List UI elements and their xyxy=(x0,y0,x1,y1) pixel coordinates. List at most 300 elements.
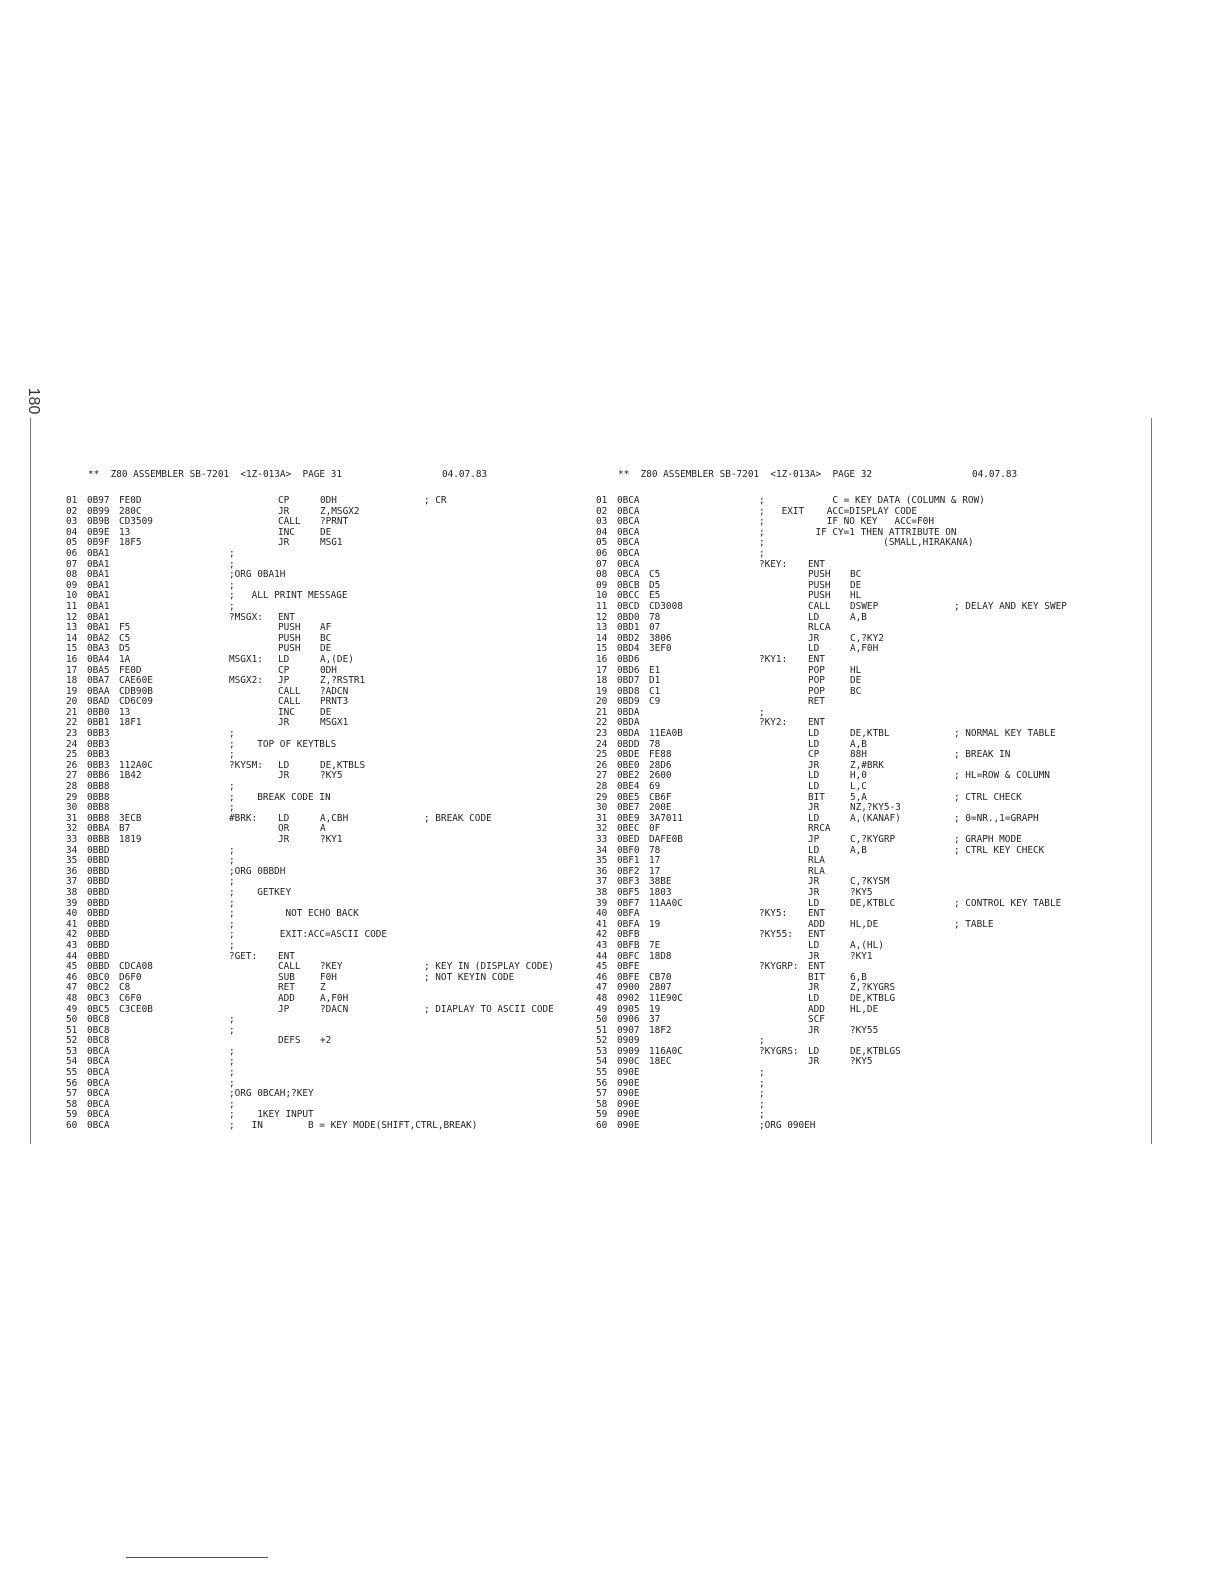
listing-line xyxy=(596,613,1116,624)
line-number: 29 xyxy=(596,791,608,803)
object-code: 116A0C xyxy=(649,1045,683,1057)
object-code: C5 xyxy=(119,632,131,644)
line-number: 36 xyxy=(596,865,608,877)
line-number: 10 xyxy=(66,590,78,602)
listing-lines xyxy=(66,496,586,1132)
operand: 5,A xyxy=(850,791,867,803)
line-number: 15 xyxy=(596,643,608,655)
line-number: 18 xyxy=(66,675,78,687)
object-code: DAFE0B xyxy=(649,834,683,845)
address: 0BA7 xyxy=(87,675,110,687)
line-number: 16 xyxy=(596,653,608,665)
line-number: 50 xyxy=(66,1014,78,1026)
operand: MSG1 xyxy=(320,537,343,549)
operand: BC xyxy=(320,632,332,644)
comment-line: ; xyxy=(229,1067,235,1079)
address: 0BCA xyxy=(87,1088,110,1100)
line-number: 19 xyxy=(66,685,78,697)
line-number: 38 xyxy=(596,886,608,898)
address: 0BA5 xyxy=(87,664,110,676)
address: 0900 xyxy=(617,982,640,994)
line-number: 26 xyxy=(596,759,608,771)
line-number: 54 xyxy=(66,1056,78,1068)
comment-line: ; xyxy=(229,802,235,814)
operand: HL,DE xyxy=(850,1003,879,1015)
mnemonic: CP xyxy=(808,749,820,761)
mnemonic: CALL xyxy=(278,685,301,697)
operand: ?KY55 xyxy=(850,1024,879,1036)
line-number: 15 xyxy=(66,643,78,655)
line-number: 48 xyxy=(66,992,78,1004)
listing-line xyxy=(66,1079,586,1090)
operand: DE xyxy=(320,643,332,655)
listing-line xyxy=(596,602,1116,613)
address: 0BDE xyxy=(617,749,640,761)
object-code: 28D6 xyxy=(649,759,672,771)
address: 0BBD xyxy=(87,886,110,898)
address: 090E xyxy=(617,1077,640,1089)
line-number: 06 xyxy=(596,547,608,559)
address: 0BCA xyxy=(87,1077,110,1089)
operand: DE xyxy=(850,579,862,591)
line-number: 14 xyxy=(66,632,78,644)
line-number: 56 xyxy=(66,1077,78,1089)
address: 0BAD xyxy=(87,696,110,708)
line-number: 60 xyxy=(596,1120,608,1132)
object-code: 11EA0B xyxy=(649,728,683,740)
object-code: 1A xyxy=(119,653,131,665)
mnemonic: ADD xyxy=(808,918,825,930)
listing-line xyxy=(66,909,586,920)
object-code: CB6F xyxy=(649,791,672,803)
line-number: 37 xyxy=(596,876,608,888)
address: 0BCA xyxy=(617,505,640,517)
address: 0BCA xyxy=(617,495,640,506)
address: 0BD6 xyxy=(617,664,640,676)
mnemonic: POP xyxy=(808,675,825,687)
object-code: 0F xyxy=(649,823,661,835)
line-number: 52 xyxy=(596,1035,608,1047)
line-number: 45 xyxy=(66,961,78,973)
listing-line xyxy=(596,1121,1116,1132)
operand: NZ,?KY5-3 xyxy=(850,802,901,814)
comment: ; CTRL CHECK xyxy=(954,791,1022,803)
mnemonic: LD xyxy=(808,728,820,740)
address: 0BD6 xyxy=(617,653,640,665)
object-code: 2600 xyxy=(649,770,672,782)
operand: DE xyxy=(320,706,332,718)
operand: ?KY5 xyxy=(320,770,343,782)
object-code: CDCA08 xyxy=(119,961,153,973)
comment: ; DIAPLAY TO ASCII CODE xyxy=(424,1003,554,1015)
line-number: 30 xyxy=(596,802,608,814)
line-number: 32 xyxy=(596,823,608,835)
line-number: 36 xyxy=(66,865,78,877)
object-code: 18EC xyxy=(649,1056,672,1068)
address: 0B9E xyxy=(87,526,110,538)
address: 0BA1 xyxy=(87,622,110,634)
listing-line xyxy=(66,867,586,878)
mnemonic: LD xyxy=(808,939,820,951)
line-number: 55 xyxy=(66,1067,78,1079)
listing-line xyxy=(66,560,586,571)
mnemonic: JR xyxy=(278,717,290,729)
comment-line: ; xyxy=(759,1035,765,1047)
address: 0BDD xyxy=(617,738,640,750)
mnemonic: LD xyxy=(808,611,820,623)
comment-line: ; xyxy=(229,844,235,856)
mnemonic: JR xyxy=(278,537,290,549)
listing-line xyxy=(596,1079,1116,1090)
address: 0BDA xyxy=(617,706,640,718)
address: 0BB6 xyxy=(87,770,110,782)
comment: ; DELAY AND KEY SWEP xyxy=(954,600,1067,612)
address: 0BCA xyxy=(87,1109,110,1121)
listing-line xyxy=(66,1057,586,1068)
mnemonic: JR xyxy=(808,632,820,644)
address: 0B97 xyxy=(87,495,110,506)
operand: DE,KTBLC xyxy=(850,897,896,909)
address: 0BB8 xyxy=(87,781,110,793)
mnemonic: CALL xyxy=(278,961,301,973)
operand: F0H xyxy=(320,971,337,983)
operand: ?KY5 xyxy=(850,886,873,898)
line-number: 23 xyxy=(66,728,78,740)
line-number: 21 xyxy=(596,706,608,718)
object-code: 69 xyxy=(649,781,661,793)
object-code: 1819 xyxy=(119,834,142,845)
object-code: 78 xyxy=(649,738,661,750)
line-number: 33 xyxy=(66,834,78,845)
line-number: 08 xyxy=(66,569,78,581)
line-number: 51 xyxy=(66,1024,78,1036)
listing-header xyxy=(596,470,1116,484)
comment: ; BREAK IN xyxy=(954,749,1011,761)
page-number: 180 xyxy=(25,387,42,415)
line-number: 16 xyxy=(66,653,78,665)
object-code: D6F0 xyxy=(119,971,142,983)
mnemonic: LD xyxy=(808,812,820,824)
listing-line xyxy=(596,1110,1116,1121)
line-number: 41 xyxy=(66,918,78,930)
mnemonic: LD xyxy=(808,781,820,793)
line-number: 56 xyxy=(596,1077,608,1089)
address: 0BD4 xyxy=(617,643,640,655)
address: 0BE7 xyxy=(617,802,640,814)
comment-line: ; xyxy=(759,547,765,559)
listing-line xyxy=(66,1068,586,1079)
line-number: 26 xyxy=(66,759,78,771)
mnemonic: ENT xyxy=(808,929,825,941)
listing-line xyxy=(66,602,586,613)
mnemonic: POP xyxy=(808,664,825,676)
address: 0BCA xyxy=(617,516,640,528)
line-number: 09 xyxy=(66,579,78,591)
object-code: 200E xyxy=(649,802,672,814)
comment: ; KEY IN (DISPLAY CODE) xyxy=(424,961,554,973)
object-code: CB70 xyxy=(649,971,672,983)
address: 0BF1 xyxy=(617,855,640,867)
object-code: C5 xyxy=(649,569,661,581)
mnemonic: PUSH xyxy=(278,622,301,634)
address: 0BA1 xyxy=(87,590,110,602)
label: MSGX2: xyxy=(229,675,263,687)
operand: A,(HL) xyxy=(850,939,884,951)
comment-line: ; IF CY=1 THEN ATTRIBUTE ON xyxy=(759,526,957,538)
address: 090E xyxy=(617,1109,640,1121)
mnemonic: JR xyxy=(278,834,290,845)
comment-line: ; BREAK CODE IN xyxy=(229,791,331,803)
label: ?KYSM: xyxy=(229,759,263,771)
object-code: 78 xyxy=(649,611,661,623)
mnemonic: SCF xyxy=(808,1014,825,1026)
line-number: 30 xyxy=(66,802,78,814)
operand: BC xyxy=(850,685,862,697)
mnemonic: ADD xyxy=(278,992,295,1004)
line-number: 11 xyxy=(596,600,608,612)
comment-line: ; xyxy=(759,1077,765,1089)
address: 0BAA xyxy=(87,685,110,697)
address: 0BFA xyxy=(617,908,640,920)
operand: ?ADCN xyxy=(320,685,349,697)
address: 0B99 xyxy=(87,505,110,517)
operand: Z,?KYGRS xyxy=(850,982,896,994)
object-code: 17 xyxy=(649,855,661,867)
listing-line xyxy=(66,655,586,666)
line-number: 20 xyxy=(66,696,78,708)
object-code: E1 xyxy=(649,664,661,676)
address: 0907 xyxy=(617,1024,640,1036)
operand: H,0 xyxy=(850,770,867,782)
operand: A,B xyxy=(850,611,867,623)
listing-line xyxy=(66,877,586,888)
address: 0BDA xyxy=(617,728,640,740)
address: 0909 xyxy=(617,1035,640,1047)
address: 0BA1 xyxy=(87,600,110,612)
listing-line xyxy=(66,1121,586,1132)
mnemonic: PUSH xyxy=(808,579,831,591)
listing-lines xyxy=(596,496,1116,1132)
address: 0BBD xyxy=(87,865,110,877)
object-code: FE0D xyxy=(119,664,142,676)
mnemonic: CALL xyxy=(278,516,301,528)
address: 0BE5 xyxy=(617,791,640,803)
object-code: B7 xyxy=(119,823,131,835)
line-number: 45 xyxy=(596,961,608,973)
object-code: 38BE xyxy=(649,876,672,888)
comment-line: ; xyxy=(759,1098,765,1110)
mnemonic: ENT xyxy=(808,717,825,729)
address: 0BCA xyxy=(87,1120,110,1132)
line-number: 57 xyxy=(66,1088,78,1100)
comment-line: ;ORG 0BA1H xyxy=(229,569,286,581)
line-number: 31 xyxy=(66,812,78,824)
listing-line xyxy=(596,644,1116,655)
listing-line xyxy=(596,1057,1116,1068)
address: 0BB3 xyxy=(87,738,110,750)
operand: L,C xyxy=(850,781,867,793)
mnemonic: ENT xyxy=(808,961,825,973)
listing-line xyxy=(596,655,1116,666)
object-code: C9 xyxy=(649,696,661,708)
label: #BRK: xyxy=(229,812,258,824)
mnemonic: JR xyxy=(808,950,820,962)
line-number: 19 xyxy=(596,685,608,697)
line-number: 14 xyxy=(596,632,608,644)
listing-line xyxy=(596,1068,1116,1079)
line-number: 02 xyxy=(66,505,78,517)
object-code: F5 xyxy=(119,622,131,634)
mnemonic: JR xyxy=(278,505,290,517)
mnemonic: JP xyxy=(278,675,290,687)
address: 0BC8 xyxy=(87,1024,110,1036)
line-number: 42 xyxy=(596,929,608,941)
line-number: 35 xyxy=(66,855,78,867)
operand: HL xyxy=(850,590,862,602)
label: ?KYGRS: xyxy=(759,1045,799,1057)
mnemonic: OR xyxy=(278,823,290,835)
line-number: 25 xyxy=(66,749,78,761)
mnemonic: LD xyxy=(808,643,820,655)
line-number: 60 xyxy=(66,1120,78,1132)
address: 0BC2 xyxy=(87,982,110,994)
line-number: 10 xyxy=(596,590,608,602)
line-number: 28 xyxy=(66,781,78,793)
operand: AF xyxy=(320,622,332,634)
comment-line: ; xyxy=(759,1067,765,1079)
operand: MSGX1 xyxy=(320,717,349,729)
comment: ; CONTROL KEY TABLE xyxy=(954,897,1062,909)
listing-line xyxy=(66,1015,586,1026)
address: 0BCA xyxy=(617,558,640,570)
line-number: 43 xyxy=(596,939,608,951)
operand: A,B xyxy=(850,844,867,856)
operand: A xyxy=(320,823,326,835)
mnemonic: LD xyxy=(278,653,290,665)
listing-line xyxy=(66,930,586,941)
mnemonic: CALL xyxy=(278,696,301,708)
line-number: 24 xyxy=(66,738,78,750)
object-code: D5 xyxy=(649,579,661,591)
mnemonic: CP xyxy=(278,495,290,506)
line-number: 39 xyxy=(66,897,78,909)
address: 0BBD xyxy=(87,908,110,920)
mnemonic: PUSH xyxy=(808,590,831,602)
comment-line: ; xyxy=(759,1088,765,1100)
address: 0BB0 xyxy=(87,706,110,718)
comment-line: ; GETKEY xyxy=(229,886,292,898)
object-code: 2807 xyxy=(649,982,672,994)
operand: BC xyxy=(850,569,862,581)
listing-line xyxy=(66,718,586,729)
line-number: 46 xyxy=(66,971,78,983)
line-number: 34 xyxy=(596,844,608,856)
listing-line xyxy=(66,793,586,804)
mnemonic: CALL xyxy=(808,600,831,612)
address: 0902 xyxy=(617,992,640,1004)
address: 0BB3 xyxy=(87,759,110,771)
address: 0BBD xyxy=(87,876,110,888)
listing-line xyxy=(596,538,1116,549)
mnemonic: JR xyxy=(808,802,820,814)
object-code: 37 xyxy=(649,1014,661,1026)
object-code: 1B42 xyxy=(119,770,142,782)
address: 0BCB xyxy=(617,579,640,591)
operand: C,?KY2 xyxy=(850,632,884,644)
comment-line: ; xyxy=(229,939,235,951)
mnemonic: JR xyxy=(808,886,820,898)
address: 0BEC xyxy=(617,823,640,835)
operand: A,B xyxy=(850,738,867,750)
address: 0BE0 xyxy=(617,759,640,771)
line-number: 25 xyxy=(596,749,608,761)
operand: ?KY1 xyxy=(320,834,343,845)
operand: 6,B xyxy=(850,971,867,983)
listing-line xyxy=(596,496,1116,507)
address: 0BBD xyxy=(87,929,110,941)
address: 0BE9 xyxy=(617,812,640,824)
mnemonic: RLA xyxy=(808,865,825,877)
address: 090E xyxy=(617,1067,640,1079)
comment-line: ; TOP OF KEYTBLS xyxy=(229,738,337,750)
mnemonic: POP xyxy=(808,685,825,697)
line-number: 31 xyxy=(596,812,608,824)
object-code: C1 xyxy=(649,685,661,697)
address: 0BF0 xyxy=(617,844,640,856)
mnemonic: ENT xyxy=(278,950,295,962)
address: 0BE2 xyxy=(617,770,640,782)
mnemonic: ENT xyxy=(278,611,295,623)
line-number: 03 xyxy=(596,516,608,528)
label: ?KY1: xyxy=(759,653,788,665)
address: 0BFA xyxy=(617,918,640,930)
address: 0BA1 xyxy=(87,579,110,591)
listing-line xyxy=(66,973,586,984)
comment-line: ; xyxy=(229,855,235,867)
assembler-listing-page-31 xyxy=(66,470,586,1132)
label: ?KEY: xyxy=(759,558,788,570)
object-code: 1803 xyxy=(649,886,672,898)
address: 0B9F xyxy=(87,537,110,549)
mnemonic: RET xyxy=(808,696,825,708)
operand: A,(KANAF) xyxy=(850,812,901,824)
listing-line xyxy=(66,740,586,751)
mnemonic: JR xyxy=(808,982,820,994)
mnemonic: RLCA xyxy=(808,622,831,634)
listing-line xyxy=(66,814,586,825)
line-number: 13 xyxy=(596,622,608,634)
mnemonic: JR xyxy=(808,876,820,888)
listing-line xyxy=(596,1100,1116,1111)
mnemonic: LD xyxy=(808,770,820,782)
object-code: 18F5 xyxy=(119,537,142,549)
comment-line: ; xyxy=(759,706,765,718)
line-number: 58 xyxy=(66,1098,78,1110)
listing-line xyxy=(596,687,1116,698)
right-margin-rule xyxy=(1151,418,1152,1144)
listing-line xyxy=(596,994,1116,1005)
line-number: 20 xyxy=(596,696,608,708)
listing-line xyxy=(66,771,586,782)
listing-line xyxy=(596,952,1116,963)
listing-line xyxy=(596,1005,1116,1016)
operand: DSWEP xyxy=(850,600,879,612)
object-code: 13 xyxy=(119,526,131,538)
mnemonic: JR xyxy=(278,770,290,782)
mnemonic: ENT xyxy=(808,908,825,920)
mnemonic: LD xyxy=(808,992,820,1004)
address: 0BC5 xyxy=(87,1003,110,1015)
